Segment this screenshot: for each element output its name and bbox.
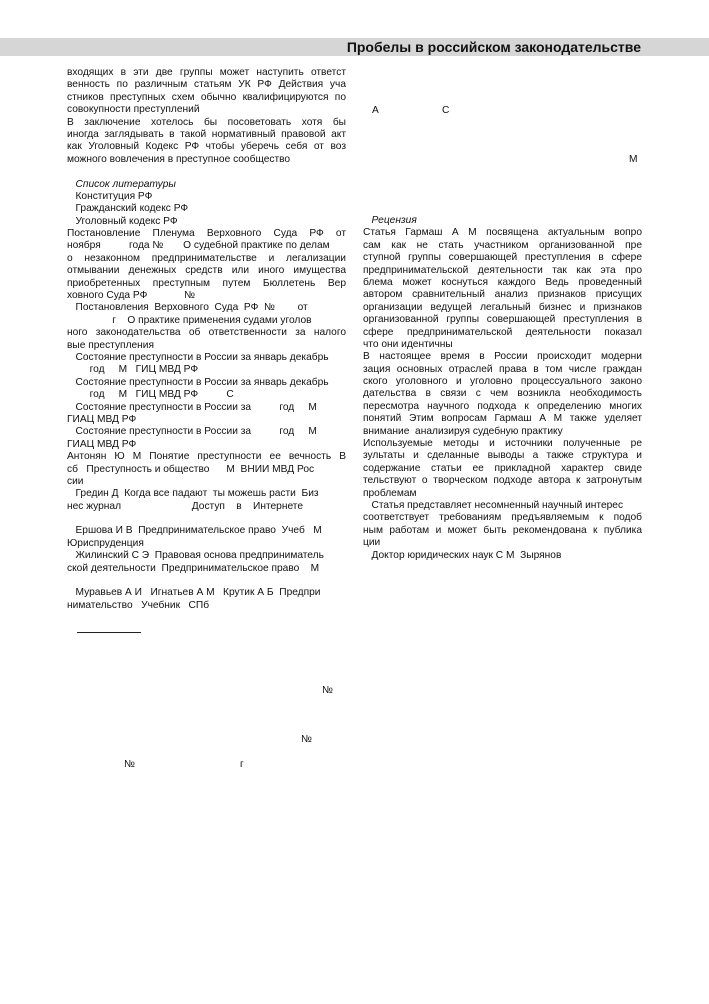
left-column-text-line: Конституция РФ [67,190,153,202]
left-column-text-line: Юриспруденция [67,537,144,549]
right-column-text-line: пересмотра научного подхода к определению многих [363,400,642,412]
left-column-text-line: Список литературы [67,178,179,190]
right-column-text-line: Используемые методы и источники полученные ре [363,438,642,450]
footnote-number-sign-2: № [301,734,312,745]
left-column-text-line: входящих в эти две группы может наступить ответст [67,67,346,78]
left-column-text-line: сб Преступность и общество М ВНИИ МВД Рос [67,463,315,475]
left-column-text-line: ного законодательства об ответственности за налого [67,327,346,339]
left-column-text-line: Муравьев А И Игнатьев А М Крутик А Б Предпри [67,587,321,599]
right-column-text-line: Рецензия [363,215,417,226]
left-column-text-line: Ершова И В Предпринимательское право Учеб М [67,525,322,537]
left-column-text-line: приобретенных преступным путем Бюллетень Вер [67,277,346,289]
left-column-text-line: год М ГИЦ МВД РФ С [67,389,234,401]
right-column-text-line: В настоящее время в России происходит модерни [363,351,642,363]
footnote-separator [77,632,141,633]
right-column-text-line: предпринимательской деятельности так как эта про [363,264,642,276]
right-column-text-line: организации ведущей легальный бизнес и признаков [363,301,642,313]
left-column-text-line: Гражданский кодекс РФ [67,203,189,215]
left-column-text-line [67,166,346,178]
left-column-text-line: ховного Суда РФ № [67,290,196,302]
left-column-text-line [67,513,346,525]
right-column-text-line: Статья Гармаш А М посвящена актуальным вопро [363,227,642,239]
left-column-text-line: нимательство Учебник СПб [67,599,210,611]
right-column-text-line: ции [363,537,381,549]
left-column-text-line: о незаконном предпринимательстве и легализации [67,252,346,264]
left-column-text-line: стников преступных схем обычно квалифицируются по [67,91,346,103]
left-column-text-line: ГИАЦ МВД РФ [67,438,137,450]
left-column-text-line: можного вовлечения в преступное сообщество [67,153,291,165]
left-column-text-line: Постановления Верховного Суда РФ № от [67,302,308,314]
right-column-text-line: организованной группы совершающей преступления в [363,314,642,326]
right-column-text-line: блема может коснуться каждого Ведь проведенный [363,276,642,288]
right-column-text-line: содержание статьи ее прикладной характер свиде [363,462,642,474]
left-column-text-line: как Уголовный Кодекс РФ чтобы уберечь себя от воз [67,141,346,153]
left-column-text-line: Постановление Пленума Верховного Суда РФ от [67,228,346,240]
fragment-a: А [372,105,379,116]
right-column-text-line: автором сравнительный анализ признаков присущих [363,289,642,301]
right-column-text-line: внимание анализируя судебную практику [363,425,563,437]
footnote-number-sign-3: № [124,759,135,770]
right-column-text-line: зация основных отраслей права в том числе граждан [363,363,642,375]
left-column-text-line: отмывании денежных средств или иного имущества [67,265,346,277]
left-column-text-line: иногда заглядывать в такой нормативный правовой акт [67,128,346,140]
left-column-text-line: ноября года № О судебной практике по делам [67,240,330,252]
right-column-text-line: ского уголовного и уголовно процессуального законо [363,376,642,388]
left-column-text-line: сии [67,475,84,487]
right-column-text-line: зультаты и сделанные выводы а также структура и [363,450,642,462]
left-column-text-line: Гредин Д Когда все падают ты можешь расти Биз [67,488,319,500]
left-column-text-line: Состояние преступности в России за январь декабрь [67,351,329,363]
fragment-c: С [442,105,450,116]
left-column-text-line: год М ГИЦ МВД РФ [67,364,199,376]
running-title: Пробелы в российском законодательстве [346,39,641,55]
left-column-text-line: Антонян Ю М Понятие преступности ее вечность В [67,451,346,463]
right-column [363,215,642,562]
right-column-text-line: тельствуют о творческом подходе автора к затронутым [363,475,642,487]
left-column-text-line: г О практике применения судами уголов [67,314,312,326]
right-column-text-line: сфере предпринимательской деятельности показал [363,326,642,338]
left-column-text-line: вые преступления [67,339,155,351]
left-column-text-line: Состояние преступности в России за январь декабрь [67,376,329,388]
left-column [67,67,346,612]
header-bar [0,38,709,56]
right-column-text-line: соответствует требованиям предъявляемым к подоб [363,512,642,524]
footnote-number-sign-1: № [322,685,333,696]
right-column-text-line: Доктор юридических наук С М Зырянов [363,549,562,561]
right-column-text-line: понятий Этим вопросам Гармаш А М также уделяет [363,413,642,425]
left-column-text-line: Состояние преступности в России за год М [67,401,317,413]
right-column-text-line: что они идентичны [363,338,453,350]
left-column-text-line: ГИАЦ МВД РФ [67,413,137,425]
left-column-text-line: нес журнал Доступ в Интернете [67,500,304,512]
right-column-text-line: дательства в связи с чем возникла необходимость [363,388,642,400]
left-column-text-line [67,575,346,587]
right-column-text-line: ным работам и может быть рекомендована к публика [363,524,642,536]
right-column-text-line: проблемам [363,487,417,499]
left-column-text-line: Жилинский С Э Правовая основа предприниматель [67,550,324,562]
left-column-text-line: В заключение хотелось бы посоветовать хотя бы [67,116,346,128]
left-column-text-line: ской деятельности Предпринимательское право М [67,562,320,574]
right-column-text-line: ступной группы совершающей преступления в сфере [363,252,642,264]
footnote-year-letter: г [240,759,244,770]
fragment-m: М [629,154,638,165]
left-column-text-line: Состояние преступности в России за год М [67,426,317,438]
left-column-text-line: венность по различным статьям УК РФ Действия уча [67,79,346,91]
right-column-text-line: Статья представляет несомненный научный интерес [363,499,624,511]
left-column-text-line: Уголовный кодекс РФ [67,215,178,227]
left-column-text-line: совокупности преступлений [67,104,200,116]
right-column-text-line: сам как не стать участником организованной пре [363,239,642,251]
